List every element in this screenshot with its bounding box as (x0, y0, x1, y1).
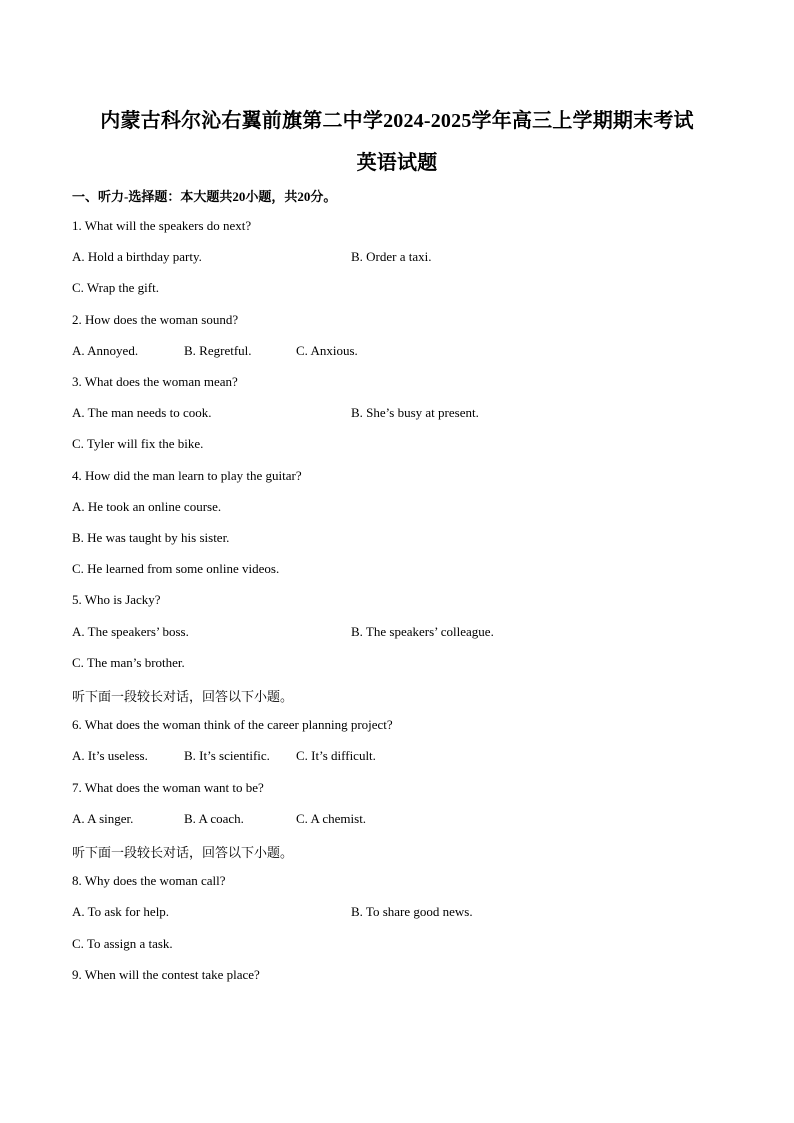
question-5-option-a: A. The speakers’ boss. (72, 624, 189, 639)
question-5-option-b: B. The speakers’ colleague. (351, 624, 494, 639)
document-title: 内蒙古科尔沁右翼前旗第二中学2024-2025学年高三上学期期末考试 (100, 110, 694, 132)
question-1-stem: 1. What will the speakers do next? (72, 218, 252, 233)
question-6-option-c: C. It’s difficult. (296, 748, 376, 763)
question-4-stem: 4. How did the man learn to play the guitar? (72, 468, 302, 483)
question-6-stem: 6. What does the woman think of the career planning project? (72, 717, 393, 732)
question-7-stem: 7. What does the woman want to be? (72, 780, 264, 795)
question-8-option-c: C. To assign a task. (72, 936, 173, 951)
question-8-stem: 8. Why does the woman call? (72, 873, 226, 888)
question-9-stem: 9. When will the contest take place? (72, 967, 260, 982)
question-4-option-c: C. He learned from some online videos. (72, 561, 280, 576)
question-3-option-c: C. Tyler will fix the bike. (72, 436, 204, 451)
dialog-instruction: 听下面一段较长对话，回答以下小题。 (72, 845, 294, 860)
section-heading: 一、听力-选择题：本大题共20小题，共20分。 (72, 189, 337, 204)
dialog-instruction: 听下面一段较长对话，回答以下小题。 (72, 689, 294, 704)
question-7-option-a: A. A singer. (72, 811, 134, 826)
question-2-option-b: B. Regretful. (184, 343, 252, 358)
question-5-stem: 5. Who is Jacky? (72, 592, 161, 607)
question-3-stem: 3. What does the woman mean? (72, 374, 238, 389)
question-3-option-a: A. The man needs to cook. (72, 405, 212, 420)
question-3-option-b: B. She’s busy at present. (351, 405, 479, 420)
question-4-option-b: B. He was taught by his sister. (72, 530, 230, 545)
question-8-option-b: B. To share good news. (351, 904, 473, 919)
question-1-option-b: B. Order a taxi. (351, 249, 432, 264)
question-8-option-a: A. To ask for help. (72, 904, 170, 919)
question-2-option-a: A. Annoyed. (72, 343, 139, 358)
question-2-stem: 2. How does the woman sound? (72, 312, 239, 327)
question-1-option-a: A. Hold a birthday party. (72, 249, 202, 264)
question-7-option-b: B. A coach. (184, 811, 244, 826)
question-6-option-b: B. It’s scientific. (184, 748, 270, 763)
question-6-option-a: A. It’s useless. (72, 748, 148, 763)
question-4-option-a: A. He took an online course. (72, 499, 222, 514)
document-subtitle: 英语试题 (356, 152, 438, 174)
question-2-option-c: C. Anxious. (296, 343, 358, 358)
question-7-option-c: C. A chemist. (296, 811, 367, 826)
question-5-option-c: C. The man’s brother. (72, 655, 185, 670)
question-1-option-c: C. Wrap the gift. (72, 280, 159, 295)
